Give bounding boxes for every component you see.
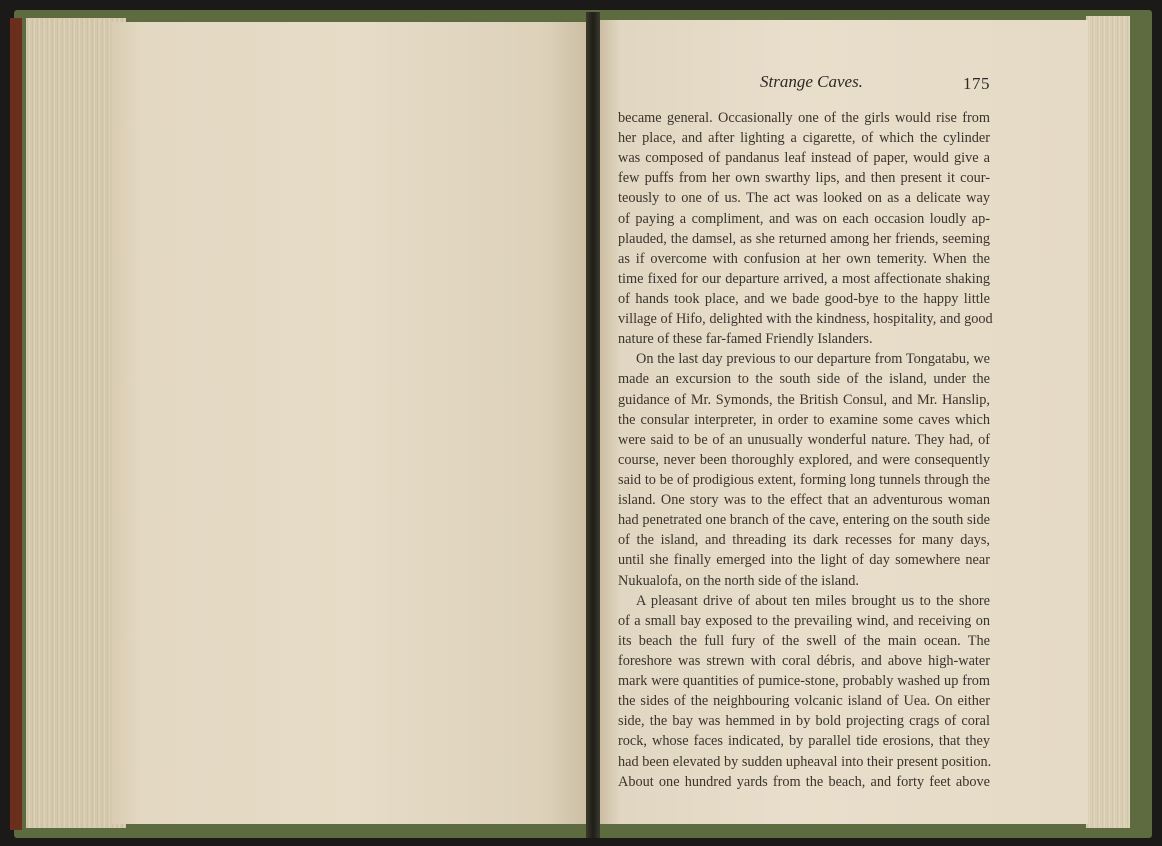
text-line: time fixed for our departure arrived, a most affectionate shaking (618, 270, 990, 287)
left-page-blank (112, 22, 594, 824)
text-line: of paying a compliment, and was on each occasion loudly ap- (618, 210, 990, 227)
text-line: made an excursion to the south side of the island, under the (618, 371, 990, 388)
text-line: as if overcome with confusion at her own temerity. When the (618, 250, 990, 267)
text-line: few puffs from her own swarthy lips, and then present it cour- (618, 170, 990, 187)
cover-edge (10, 18, 22, 830)
text-line: A pleasant drive of about ten miles brought us to the shore (636, 592, 990, 609)
text-line: On the last day previous to our departure from Tongatabu, we (636, 351, 990, 368)
text-line: of a small bay exposed to the prevailing wind, and receiving on (618, 612, 990, 629)
text-line: of the island, and threading its dark recesses for many days, (618, 532, 990, 549)
text-line: guidance of Mr. Symonds, the British Consul, and Mr. Hanslip, (618, 391, 990, 408)
text-line: had been elevated by sudden upheaval into their present position. (618, 753, 992, 770)
text-line: until she finally emerged into the light of day somewhere near (618, 552, 990, 569)
text-line: was composed of pandanus leaf instead of paper, would give a (618, 150, 990, 167)
text-line: the consular interpreter, in order to examine some caves which (618, 411, 990, 428)
text-line: mark were quantities of pumice-stone, probably washed up from (618, 673, 990, 690)
book-gutter (586, 12, 600, 838)
text-line: became general. Occasionally one of the girls would rise from (618, 110, 990, 126)
page-body-text (618, 108, 993, 792)
text-line: the sides of the neighbouring volcanic island of Uea. On either (618, 693, 990, 710)
text-line: plauded, the damsel, as she returned among her friends, seeming (618, 230, 990, 247)
text-line: of hands took place, and we bade good-bye to the happy little (618, 290, 990, 307)
text-line: had penetrated one branch of the cave, entering on the south side (618, 512, 990, 529)
text-line: her place, and after lighting a cigarette, of which the cylinder (618, 130, 990, 147)
text-line: side, the bay was hemmed in by bold projecting crags of coral (618, 713, 990, 730)
text-line: island. One story was to the effect that an adventurous woman (618, 492, 990, 509)
text-line: About one hundred yards from the beach, and forty feet above (618, 773, 990, 790)
text-line: rock, whose faces indicated, by parallel tide erosions, that they (618, 733, 990, 750)
text-line: said to be of prodigious extent, forming long tunnels through the (618, 471, 990, 488)
running-title: Strange Caves. (760, 72, 863, 91)
page-number: 175 (963, 74, 990, 93)
text-line: teously to one of us. The act was looked on as a delicate way (618, 190, 990, 207)
text-line: were said to be of an unusually wonderful nature. They had, of (618, 431, 990, 448)
text-line: nature of these far-famed Friendly Islanders. (618, 331, 873, 348)
text-line: foreshore was strewn with coral débris, and above high-water (618, 652, 990, 669)
text-line: village of Hifo, delighted with the kindness, hospitality, and good (618, 311, 993, 328)
text-line: course, never been thoroughly explored, and were consequently (618, 451, 990, 468)
right-page-stack (1086, 16, 1130, 828)
text-line: Nukualofa, on the north side of the island. (618, 572, 860, 589)
text-line: its beach the full fury of the swell of the main ocean. The (618, 632, 990, 649)
left-page-stack (26, 18, 126, 828)
running-head (618, 72, 990, 100)
